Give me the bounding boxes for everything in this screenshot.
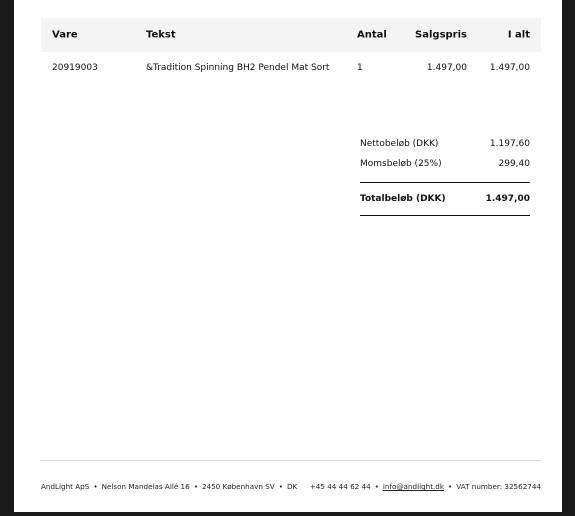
footer-city: 2450 København SV bbox=[201, 482, 275, 491]
footer-company: AndLight ApS bbox=[41, 482, 90, 491]
footer-divider bbox=[41, 460, 541, 461]
row-antal: 1 bbox=[357, 63, 363, 73]
invoice-lines-table bbox=[41, 18, 541, 84]
row-ialt: 1.497,00 bbox=[489, 63, 530, 73]
footer-phone: +45 44 44 62 44 bbox=[309, 482, 371, 491]
invoice-page bbox=[14, 0, 562, 512]
header-salgspris: Salgspris bbox=[415, 29, 467, 41]
netto-line bbox=[360, 134, 530, 154]
moms-line bbox=[360, 154, 530, 174]
header-antal: Antal bbox=[357, 29, 387, 41]
footer-contact bbox=[310, 482, 541, 491]
netto-value: 1.197,60 bbox=[489, 139, 530, 149]
footer-separator: • bbox=[193, 482, 198, 491]
netto-label: Nettobeløb (DKK) bbox=[360, 139, 439, 149]
header-vare: Vare bbox=[52, 29, 78, 41]
header-tekst: Tekst bbox=[146, 29, 176, 41]
footer-address bbox=[41, 482, 297, 491]
footer-separator: • bbox=[278, 482, 283, 491]
total-line bbox=[360, 183, 530, 216]
header-ialt: I alt bbox=[507, 29, 530, 41]
row-tekst: &Tradition Spinning BH2 Pendel Mat Sort bbox=[146, 63, 330, 73]
footer-country: DK bbox=[286, 482, 298, 491]
footer-separator: • bbox=[374, 482, 379, 491]
totals-block bbox=[360, 134, 530, 216]
row-vare: 20919003 bbox=[52, 63, 98, 73]
row-salgspris: 1.497,00 bbox=[426, 63, 467, 73]
footer-email-link[interactable]: info@andlight.dk bbox=[382, 482, 445, 491]
moms-value: 299,40 bbox=[498, 159, 530, 169]
footer-vat: VAT number: 32562744 bbox=[456, 482, 541, 491]
moms-label: Momsbeløb (25%) bbox=[360, 159, 442, 169]
footer-separator: • bbox=[448, 482, 453, 491]
table-row bbox=[41, 52, 541, 84]
footer-separator: • bbox=[93, 482, 98, 491]
total-value: 1.497,00 bbox=[485, 194, 530, 204]
footer-street: Nelson Mandelas Allé 16 bbox=[101, 482, 190, 491]
table-header bbox=[41, 18, 541, 52]
total-label: Totalbeløb (DKK) bbox=[360, 194, 446, 204]
